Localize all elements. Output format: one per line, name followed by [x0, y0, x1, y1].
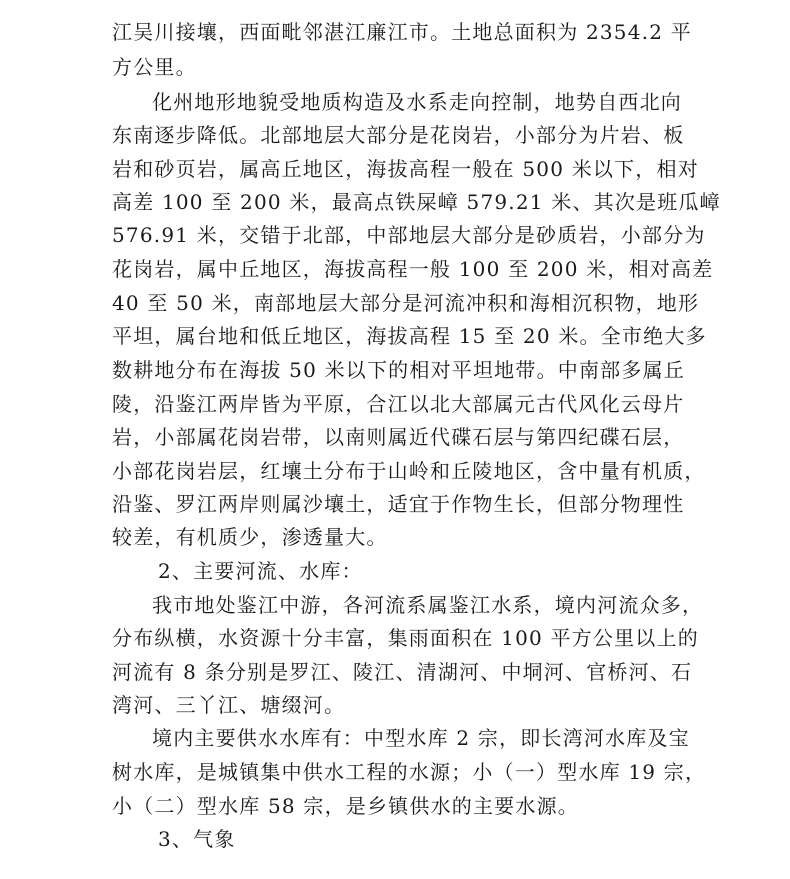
- text-line: 沿鉴、罗江两岸则属沙壤土，适宜于作物生长，但部分物理性: [112, 492, 685, 516]
- text-line: 方公里。: [112, 55, 197, 79]
- text-line: 岩，小部属花岗岩带，以南则属近代碟石层与第四纪碟石层，: [112, 425, 685, 449]
- text-line: 小（二）型水库 58 宗，是乡镇供水的主要水源。: [112, 794, 579, 818]
- paragraph-first-line: 境内主要供水水库有：中型水库 2 宗，即长湾河水库及宝: [152, 726, 690, 750]
- text-line: 江吴川接壤，西面毗邻湛江廉江市。土地总面积为 2354.2 平: [112, 20, 692, 44]
- paragraph-first-line: 化州地形地貌受地质构造及水系走向控制，地势自西北向: [152, 90, 682, 114]
- section-heading: 2、主要河流、水库：: [158, 559, 363, 583]
- text-line: 平坦，属台地和低丘地区，海拔高程 15 至 20 米。全市绝大多: [112, 324, 707, 348]
- text-line: 分布纵横，水资源十分丰富，集雨面积在 100 平方公里以上的: [112, 626, 699, 650]
- text-line: 高差 100 至 200 米，最高点铁屎嶂 579.21 米、其次是班瓜嶂: [112, 190, 721, 214]
- text-line: 较差，有机质少，渗透量大。: [112, 525, 388, 549]
- text-line: 东南逐步降低。北部地层大部分是花岗岩，小部分为片岩、板: [112, 123, 685, 147]
- text-line: 花岗岩，属中丘地区，海拔高程一般 100 至 200 米，相对高差: [112, 257, 714, 281]
- text-line: 数耕地分布在海拔 50 米以下的相对平坦地带。中南部多属丘: [112, 358, 685, 382]
- text-line: 576.91 米，交错于北部，中部地层大部分是砂质岩，小部分为: [112, 223, 706, 247]
- text-line: 40 至 50 米，南部地层大部分是河流冲积和海相沉积物，地形: [112, 291, 700, 315]
- text-line: 树水库，是城镇集中供水工程的水源；小（一）型水库 19 宗，: [112, 760, 707, 784]
- text-line: 岩和砂页岩，属高丘地区，海拔高程一般在 500 米以下，相对: [112, 157, 699, 181]
- text-line: 湾河、三丫江、塘缀河。: [112, 693, 346, 717]
- text-line: 河流有 8 条分别是罗江、陵江、清湖河、中垌河、官桥河、石: [112, 660, 693, 684]
- paragraph-first-line: 我市地处鉴江中游，各河流系属鉴江水系，境内河流众多，: [152, 593, 704, 617]
- text-line: 小部花岗岩层，红壤土分布于山岭和丘陵地区，含中量有机质，: [112, 459, 706, 483]
- text-line: 陵，沿鉴江两岸皆为平原，合江以北大部属元古代风化云母片: [112, 392, 685, 416]
- section-heading: 3、气象: [158, 827, 236, 851]
